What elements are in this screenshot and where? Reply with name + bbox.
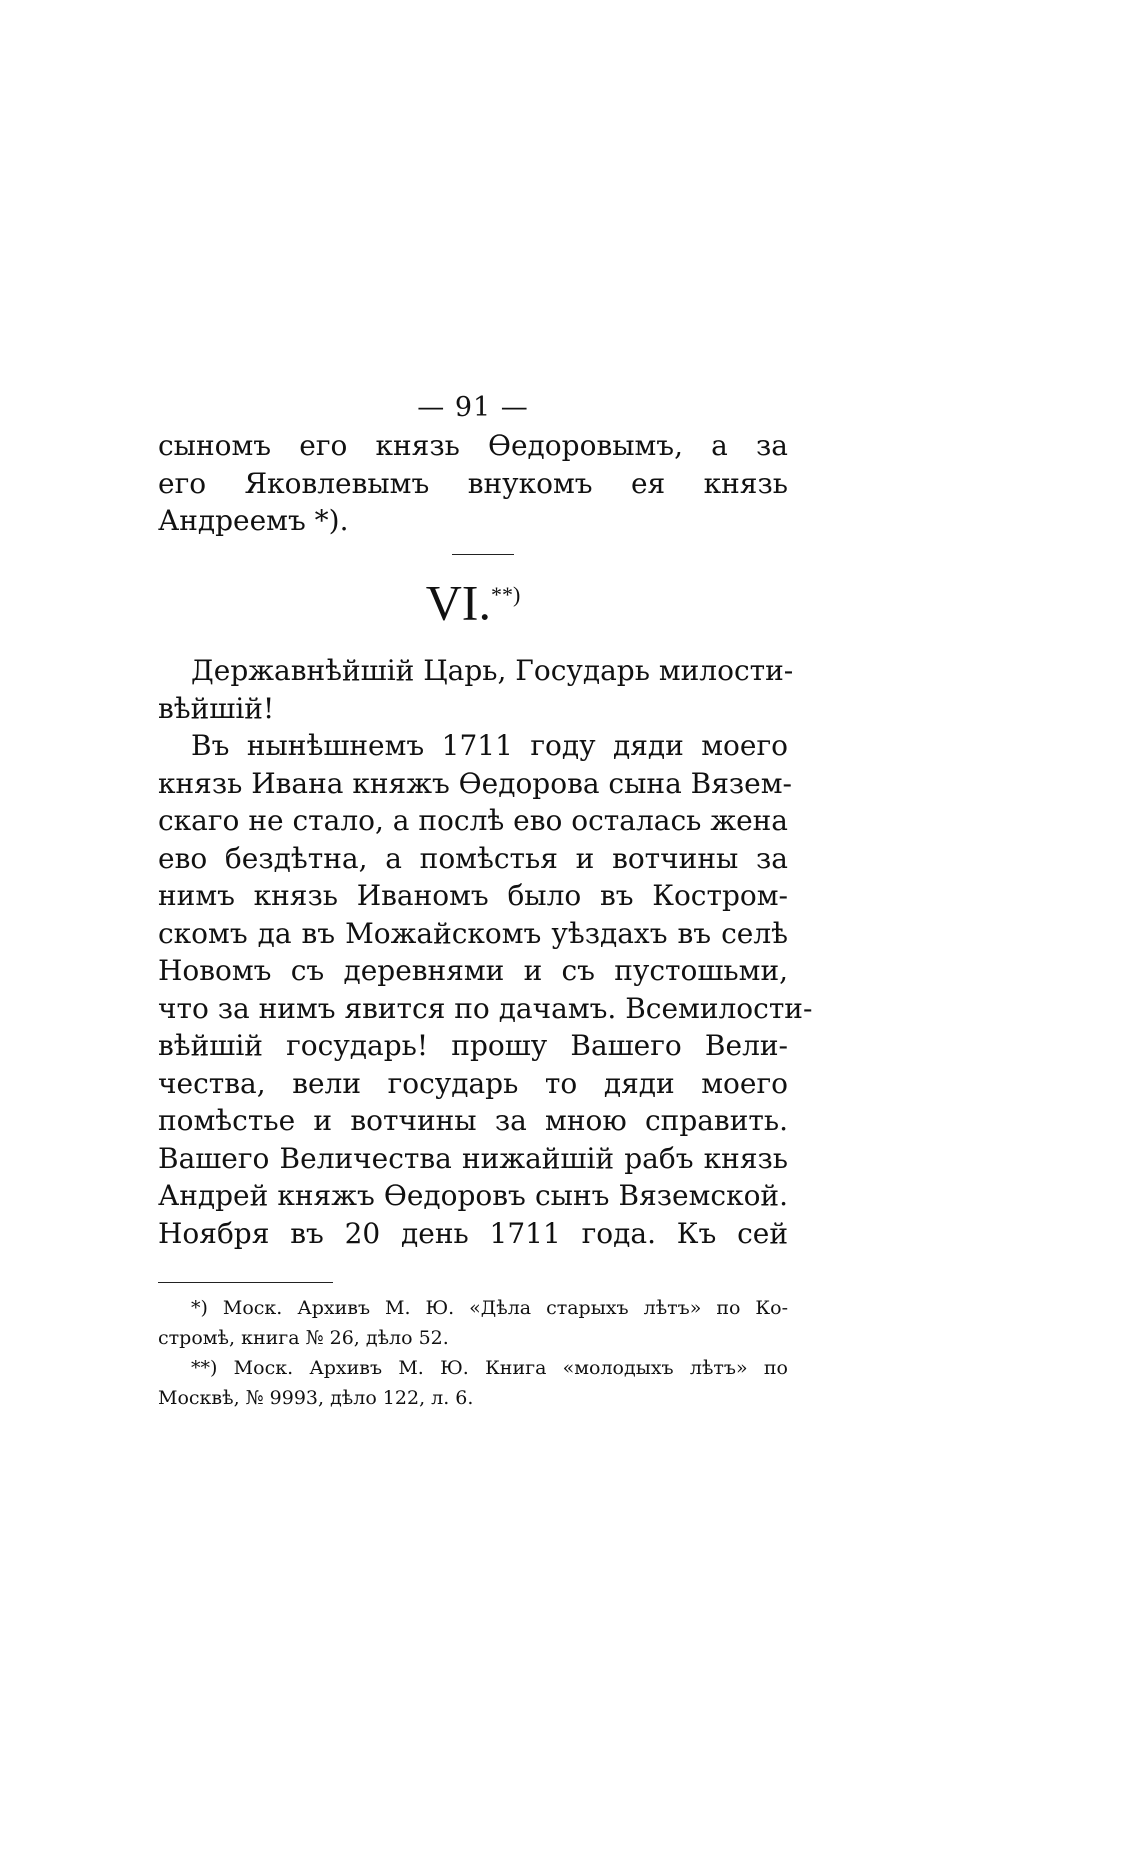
- section-heading-footnote-mark: **): [490, 581, 521, 607]
- text-line: нимъ князь Иваномъ было въ Костром-: [158, 879, 788, 913]
- text-line: Ноября въ 20 день 1711 года. Къ сей: [158, 1216, 788, 1250]
- footnote-line: *) Моск. Архивъ М. Ю. «Дѣла старыхъ лѣтъ» по Ко-: [191, 1297, 788, 1320]
- text-line: чества, вели государь то дяди моего: [158, 1066, 788, 1100]
- text-line: скомъ да въ Можайскомъ уѣздахъ въ селѣ: [158, 916, 788, 950]
- text-line: вѣйшій!: [158, 691, 275, 725]
- text-line: что за нимъ явится по дачамъ. Всемилости-: [158, 991, 813, 1025]
- top-paragraph: [158, 427, 788, 540]
- page-number: — 91 —: [417, 392, 529, 423]
- footnote-line: **) Моск. Архивъ М. Ю. Книга «молодыхъ лѣтъ» по: [191, 1357, 788, 1380]
- page-content: [158, 392, 813, 1413]
- footnote-line: Москвѣ, № 9993, дѣло 122, л. 6.: [158, 1387, 474, 1410]
- footnote-line: стромѣ, книга № 26, дѣло 52.: [158, 1327, 449, 1350]
- text-line: вѣйшій государь! прошу Вашего Вели-: [158, 1029, 788, 1063]
- text-line: Андрей княжъ Ѳедоровъ сынъ Вяземской.: [158, 1179, 788, 1213]
- text-line: Въ нынѣшнемъ 1711 году дяди моего: [191, 729, 788, 763]
- footnotes: [158, 1293, 788, 1413]
- text-line: сыномъ его князь Ѳедоровымъ, а за: [158, 429, 788, 462]
- section-heading-text: VI.: [425, 574, 491, 631]
- text-line: князь Ивана княжъ Ѳедорова сына Вязем-: [158, 766, 792, 800]
- text-line: скаго не стало, а послѣ ево осталась жена: [158, 804, 788, 838]
- text-line: Андреемъ *).: [158, 504, 349, 537]
- text-line: Вашего Величества нижайшій рабъ князь: [158, 1141, 788, 1175]
- section-divider: [452, 554, 514, 555]
- text-line: Новомъ съ деревнями и съ пустошьми,: [158, 954, 788, 988]
- text-line: Державнѣйшій Царь, Государь милости-: [191, 654, 794, 688]
- footnote-divider: [158, 1282, 333, 1283]
- letter-body: [158, 652, 813, 1252]
- text-line: помѣстье и вотчины за мною справить.: [158, 1104, 788, 1138]
- text-line: его Яковлевымъ внукомъ ея князь: [158, 466, 788, 500]
- text-line: ево бездѣтна, а помѣстья и вотчины за: [158, 841, 788, 875]
- section-heading: [158, 565, 788, 633]
